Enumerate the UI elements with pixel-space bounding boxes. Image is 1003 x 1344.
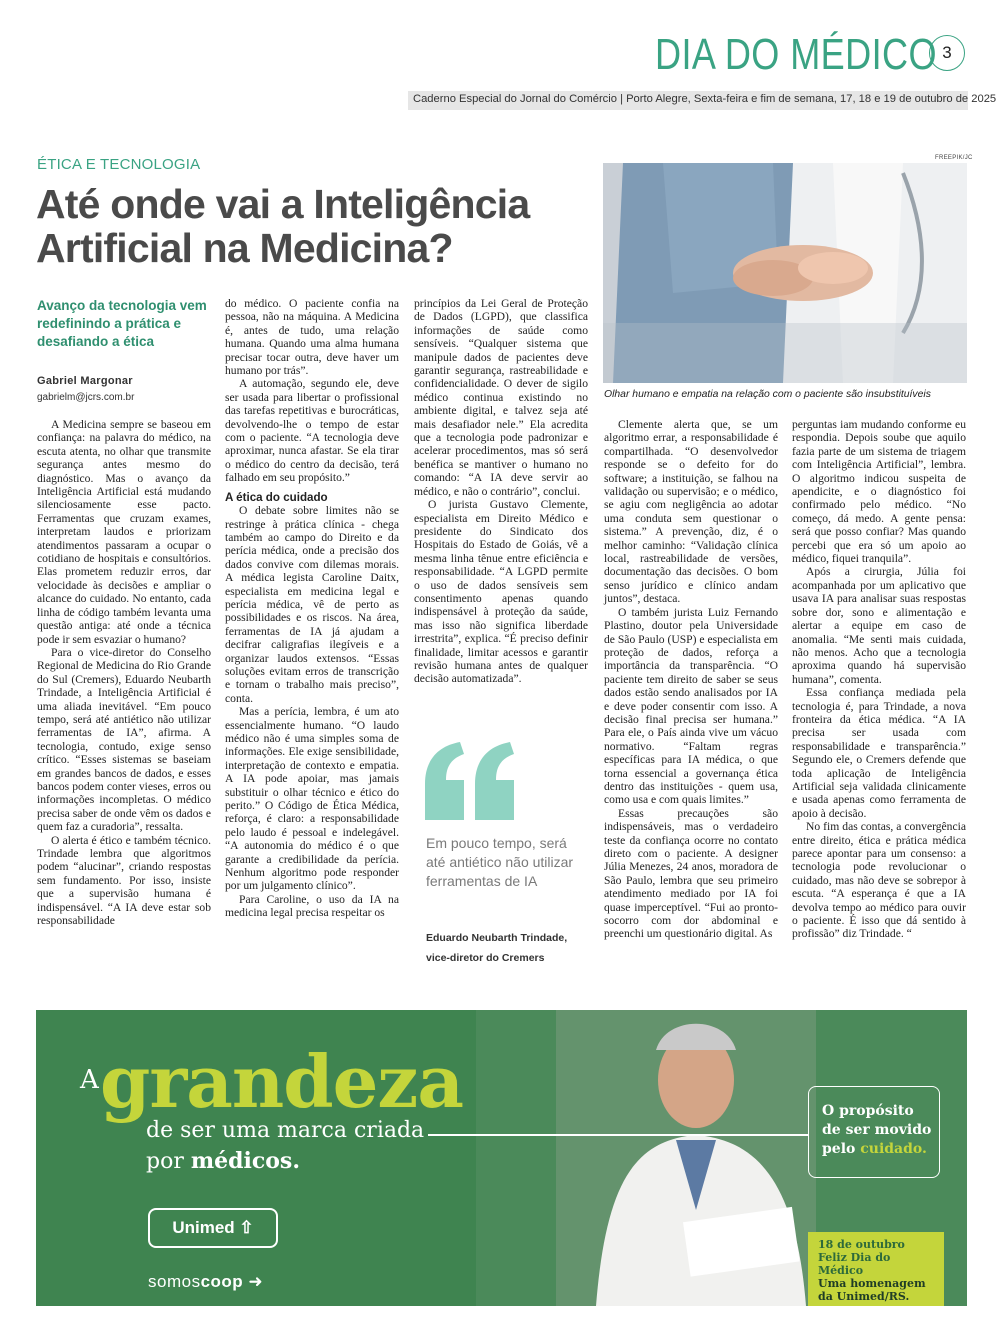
quote-mark-icon [420,742,520,822]
paragraph: do médico. O paciente confia na pessoa, não na máquina. A Medicina é, antes de tudo, uma relação humana. Quando uma alma humana precisar tocar outra, deve haver um humano por trás”. [225,297,399,378]
paragraph: perguntas iam mudando conforme eu respondia. Depois soube que aquilo fazia parte de um sistema de triagem com Inteligência Artificial”, lembra. O algoritmo indicou suspeita de apendicite, e o diagnóstico foi confirmado pelo médico. “No começo, dá medo. A gente pensa: será que posso confiar? Mas quando percebi que era só um apoio ao médico, fiquei tranquila”. [792,418,966,566]
unimed-logo[interactable] [148,1208,278,1248]
photo-caption: Olhar humano e empatia na relação com o paciente são insubstituíveis [604,389,931,400]
paragraph: Essa confiança mediada pela tecnologia é, para Trindade, a nova fronteira da ética médica. “A IA precisa ser usada com responsabilidade e transparência.” Segundo ele, o Cremers defende que toda aplicação de Inteligência Artificial seja validada clinicamente e usada apenas como ferramenta de apoio à decisão. [792,686,966,820]
article-column-5 [792,418,966,941]
unimed-logo-text: Unimed [172,1218,235,1237]
ad-date-line-3: Uma homenagem [818,1277,926,1290]
ad-purpose-line-3-pre: pelo [822,1141,861,1157]
paragraph: princípios da Lei Geral de Proteção de Dados (LGPD), que classifica informações de saúde como sensíveis. “Qualquer sistema que manipule dados de pacientes deve garantir segurança, rastreabilidade e confidencialidade. O dever de sigilo médico continua existindo no ambiente digital, e talvez seja até mais desafiador nele.” Ela acredita que a tecnologia pode padronizar e acelerar procedimentos, mas só será benéfica se mantiver o humano no comando: “A IA deve servir ao médico, e não o contrário”, conclui. [414,297,588,498]
ad-purpose-line-2: de ser movido [822,1122,932,1138]
page-number: 3 [929,35,965,71]
somos-text: somos [148,1272,201,1291]
pullquote-name: Eduardo Neubarth Trindade, [426,932,568,944]
coop-arrow-icon: ➜ [243,1272,264,1291]
ad-purpose-text [822,1102,931,1159]
paragraph: Mas a perícia, lembra, é um ato essencialmente humano. “O laudo médico não é uma simples soma de informações. Ele exige sensibilidade, interpretação de contexto e empatia. A IA pode apoiar, mas jamais substituir o olhar técnico e ético do perito.” O Código de Ética Médica, reforça, é claro: a responsabilidade pelo laudo é pessoal e indelegável. “A autonomia do médico é o que garante a credibilidade da perícia. Nenhum algoritmo pode responder por um julgamento clínico”. [225,705,399,893]
paragraph: A Medicina sempre se baseou em confiança: na palavra do médico, na escuta atenta, no olhar que transmite segurança antes mesmo do diagnóstico. Mas o avanço da Inteligência Artificial está mudando silenciosamente esse pacto. Ferramentas que cruzam exames, interpretam laudos e priorizam atendimentos passaram a ocupar o cotidiano de hospitais e consultórios. Elas prometem reduzir erros, dar velocidade às decisões e ampliar o alcance do cuidado. No entanto, cada linha de código também levanta uma questão antiga: até onde a técnica pode ir sem esvaziar o humano? [37,418,211,646]
author-email[interactable]: gabrielm@jcrs.com.br [37,392,135,403]
article-kicker: ÉTICA E TECNOLOGIA [37,156,201,173]
article-column-4 [604,418,778,941]
paragraph: A automação, segundo ele, deve ser usada para libertar o profissional das tarefas repetitivas e burocráticas, devolvendo-lhe o tempo de estar com o paciente. “A tecnologia deve aproximar, nunca afastar. Se ela tirar o médico do centro da decisão, terá falhado em seu propósito.” [225,377,399,485]
article-column-1 [37,418,211,927]
section-title: DIA DO MÉDICO [655,30,937,79]
paragraph: O alerta é ético e também técnico. Trindade lembra que algoritmos podem “alucinar”, criando respostas sem fundamento. Por isso, insiste que a supervisão humana é indispensável. “A IA deve estar sob responsabilidade [37,833,211,928]
article-deck: Avanço da tecnologia vem redefinindo a prática e desafiando a ética [37,298,207,349]
ad-purpose-line-1: O propósito [822,1103,914,1119]
paragraph: Após a cirurgia, Júlia foi acompanhada por um aplicativo que usava IA para analisar suas respostas sobre dor, sono e alimentação e alertar a equipe em caso de anomalia. “Me senti mais cuidada, não menos. Acho que a tecnologia aproxima quando há supervisão humana”, comenta. [792,565,966,686]
unimed-advertisement[interactable] [36,1010,967,1306]
somoscoop-logo [148,1272,263,1292]
unimed-tree-icon: ⇧ [239,1218,254,1237]
photo-credit: FREEPIK/JC [935,155,973,161]
header-subtitle: Caderno Especial do Jornal do Comércio | Porto Alegre, Sexta-feira e fim de semana, 17, 18 e 19 de outubro de 2025 [413,93,997,105]
subheading: A ética do cuidado [225,490,328,504]
pullquote-attribution [426,928,567,968]
paragraph: O debate sobre limites não se restringe à prática clínica - chega também ao campo do Direito e da perícia médica, onde a precisão dos dados convive com dilemas morais. A médica legista Caroline Daitx, especialista em medicina legal e perícia médica, vê de perto as possibilidades e os riscos. Na área, ferramentas de IA já ajudam a decifrar caligrafias ilegíveis e a organizar laudos extensos. “Essas soluções evitam erros de transcrição e tornam o trabalho mais preciso”, conta. [225,504,399,705]
ad-date-line-4: da Unimed/RS. [818,1290,910,1303]
paragraph: No fim das contas, a convergência entre direito, ética e prática médica parece apontar para um consenso: a tecnologia pode revolucionar o cuidado, mas não deve se sobrepor à escuta. “A esperança é que a IA devolva tempo ao médico para ouvir o paciente. É isso que dá sentido à profissão” diz Trindade. “ [792,820,966,941]
ad-date-box [808,1232,944,1306]
ad-headline-big: grandeza [100,1039,463,1124]
ad-date-line-1: 18 de outubro [818,1238,905,1251]
pullquote-text: Em pouco tempo, será até antiético não utilizar ferramentas de IA [426,835,574,889]
ad-word-a: A [80,1065,99,1095]
ad-line-3-pre: por [146,1149,191,1174]
pullquote-role: vice-diretor do Cremers [426,952,545,964]
paragraph: Clemente alerta que, se um algoritmo errar, a responsabilidade é compartilhada. “O desenvolvedor responde se o defeito for do software; a instituição, se falhou na validação ou supervisão; e o médico, se agiu com negligência ao adotar uma conduta sem questionar o sistema.” A prevenção, diz, é o melhor caminho: “Validação clínica local, rastreabilidade de versões, documentação das decisões. O bom senso jurídico e clínico andam juntos”, destaca. [604,418,778,606]
paragraph: O jurista Gustavo Clemente, especialista em Direito Médico e presidente do Sindicato dos Hospitais do Estado de Goiás, vê a mesma linha tênue entre eficiência e responsabilidade. “A LGPD permite o uso de dados sensíveis sem consentimento apenas quando indispensável à proteção da saúde, mas isso não significa liberdade irrestrita”, explica. “É preciso definir finalidade, limitar acessos e garantir revisão humana antes de qualquer decisão automatizada”. [414,498,588,686]
article-column-3 [414,297,588,686]
article-column-2 [225,297,399,920]
ad-date-line-2: Feliz Dia do Médico [818,1251,891,1277]
ad-line-2: de ser uma marca criada [146,1118,425,1143]
article-headline: Até onde vai a Inteligência Artificial na Medicina? [36,181,530,271]
ad-purpose-highlight: cuidado. [860,1141,927,1157]
paragraph: O também jurista Luiz Fernando Plastino, doutor pela Universidade de São Paulo (USP) e especialista em proteção de dados, reforça a importância da transparência. “O paciente tem direito de saber se seus dados estão sendo analisados por IA e deve poder consentir com isso. A decisão final precisa ser humana.” Para ele, o País ainda vive um vácuo normativo. “Faltam regras específicas para IA médica, o que torna essencial a governança ética dentro das instituições - quem usa, como usa e com quais limites.” [604,605,778,807]
doctor-patient-hands-image [603,163,967,383]
ad-line-3 [146,1148,300,1174]
author-name: Gabriel Margonar [37,375,133,387]
paragraph: Essas precauções são indispensáveis, mas o verdadeiro teste da confiança ocorre no contato direto com o paciente. A designer Júlia Menezes, 24 anos, moradora de São Paulo, lembra que seu primeiro atendimento mediado por IA foi quase imperceptível. “Fui ao pronto-socorro com dor abdominal e preenchi um questionário digital. As [604,806,778,941]
ad-line-3-bold: médicos. [190,1148,300,1174]
coop-text: coop [200,1272,244,1291]
ad-divider-line [428,1134,808,1136]
ad-purpose-line-3 [822,1140,931,1159]
paragraph: Para Caroline, o uso da IA na medicina legal precisa respeitar os [225,892,399,920]
article-photo [603,163,967,383]
paragraph: Para o vice-diretor do Conselho Regional de Medicina do Rio Grande do Sul (Cremers), Eduardo Neubarth Trindade, a Inteligência Artificial é uma aliada inevitável. “Em pouco tempo, será até antiético não utilizar ferramentas de IA”, afirma. A tecnologia, contudo, exige senso crítico. “Esses sistemas se baseiam em grandes bancos de dados, e esses bancos podem conter vieses, erros ou informações incompletas. O médico precisa saber de onde vêm os dados e quem faz a curadoria”, ressalta. [37,645,211,834]
